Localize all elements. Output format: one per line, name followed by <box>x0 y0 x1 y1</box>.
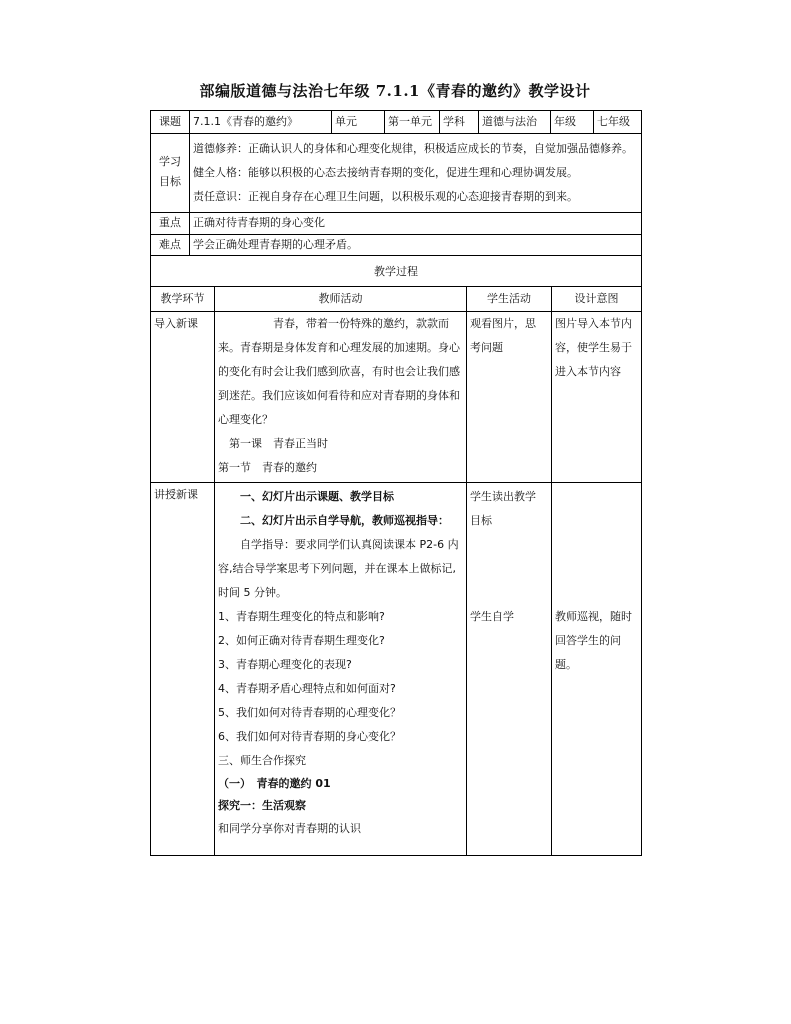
intro-design-intent: 图片导入本节内 容，使学生易于 进入本节内容 <box>555 317 632 378</box>
intro-stage: 导入新课 <box>151 312 215 482</box>
process-heading-row <box>151 256 641 287</box>
lecture-teacher-activity: 一、幻灯片出示课题、教学目标 二、幻灯片出示自学导航，教师巡视指导： 自学指导：要求同学们认真阅读课本 P2-6 内 容,结合导学案思考下列问题，并在课本上做标记, 时间 5 分钟。 1、青春期生理变化的特点和影响? 2、如何正确对待青春期生理变化? 3、青春期心理变化的表现? 4、青春期矛盾心理特点和如何面对? 5、我们如何对待青春期的心理变化？ 6、我们如何对待青春期的身心变化？ 三、师生合作探究 （一） 青春的邀约 01 探究一：生活观察 和同学分享你对青春期的认识 <box>215 483 467 855</box>
topic-label: 课题 <box>151 111 190 133</box>
objectives-content <box>190 134 641 212</box>
difficulty-row <box>151 235 641 256</box>
difficulty-value: 学会正确处理青春期的心理矛盾。 <box>193 238 358 251</box>
grade-value: 七年级 <box>597 115 630 128</box>
intro-teacher-activity: 青春，带着一份特殊的邀约，款款而 来。青春期是身体发育和心理发展的加速期。身心 的变化有时会让我们感到欣喜，有时也会让我们感 到迷茫。我们应该如何看待和应对青春期的身体和 心理变化？ 第一课 青春正当时 第一节 青春的邀约 <box>215 312 467 482</box>
objective-item: 道德修养：正确认识人的身体和心理变化规律，积极适应成长的节奏，自觉加强品德修养。 <box>193 142 633 155</box>
grade-label: 年级 <box>551 111 594 133</box>
lecture-design-intent: 教师巡视，随时 回答学生的问题。 <box>555 610 632 671</box>
unit-value: 第一单元 <box>385 111 440 133</box>
meta-row <box>151 110 641 134</box>
lesson-plan-table <box>150 110 642 856</box>
topic-value: 7.1.1《青春的邀约》 <box>193 115 298 128</box>
page-title: 部编版道德与法治七年级 7.1.1《青春的邀约》教学设计 <box>199 82 591 100</box>
objective-item: 责任意识：正视自身存在心理卫生问题，以积极乐观的心态迎接青春期的到来。 <box>193 190 578 203</box>
subject-label: 学科 <box>440 111 479 133</box>
objectives-label: 学习 目标 <box>151 134 190 212</box>
key-point-row <box>151 213 641 235</box>
unit-label: 单元 <box>331 111 385 133</box>
key-point-label: 重点 <box>151 213 190 234</box>
column-header: 教学环节 <box>151 287 215 311</box>
column-header: 教师活动 <box>215 287 467 311</box>
column-header: 设计意图 <box>574 292 619 305</box>
difficulty-label: 难点 <box>151 235 190 255</box>
lecture-student-activity: 学生读出教学 目标 学生自学 <box>467 483 552 855</box>
objectives-row <box>151 134 641 213</box>
column-header-row <box>151 287 641 312</box>
key-point-value: 正确对待青春期的身心变化 <box>193 216 325 229</box>
lecture-stage: 讲授新课 <box>151 483 215 855</box>
intro-row <box>151 312 641 483</box>
column-header: 学生活动 <box>467 287 552 311</box>
process-heading: 教学过程 <box>374 265 418 278</box>
lecture-row <box>151 483 641 856</box>
intro-student-activity: 观看图片，思 考问题 <box>467 312 552 482</box>
objective-item: 健全人格：能够以积极的心态去接纳青春期的变化，促进生理和心理协调发展。 <box>193 166 578 179</box>
subject-value: 道德与法治 <box>479 111 551 133</box>
